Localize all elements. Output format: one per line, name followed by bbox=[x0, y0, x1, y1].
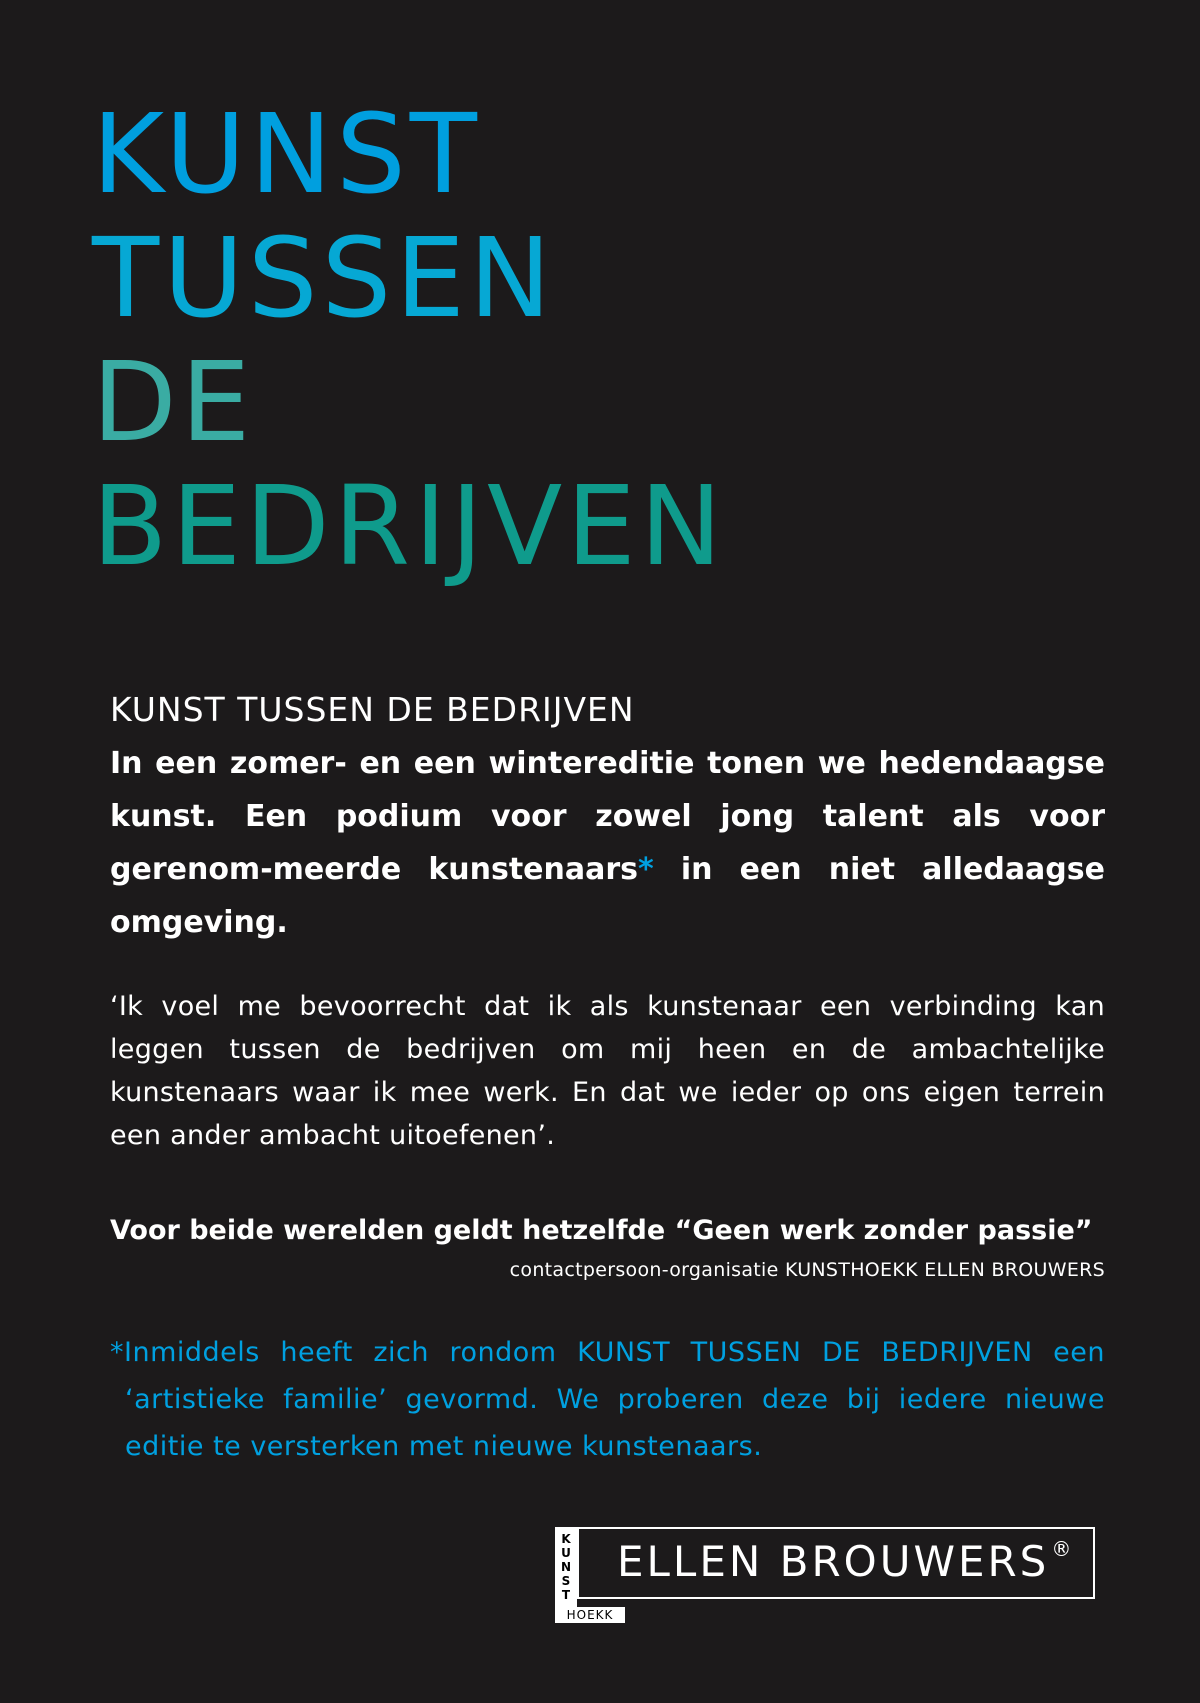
tag-letter: S bbox=[561, 1574, 571, 1588]
brand-logo bbox=[555, 1527, 1097, 1623]
tag-letter: K bbox=[561, 1532, 571, 1546]
hero-line-2: TUSSEN bbox=[92, 214, 556, 342]
logo-frame bbox=[577, 1527, 1095, 1599]
tag-letter: T bbox=[561, 1588, 571, 1602]
intro-paragraph bbox=[110, 737, 1105, 949]
intro-text-end: in een niet alledaagse omgeving. bbox=[110, 852, 1105, 940]
contact-line: contactpersoon-organisatie KUNSTHOEKK ELLEN BROUWERS bbox=[509, 1259, 1105, 1281]
hero-line-1: KUNST bbox=[92, 90, 481, 218]
main-content bbox=[110, 690, 1105, 1470]
tag-letter: U bbox=[561, 1546, 571, 1560]
logo-wordmark bbox=[617, 1537, 1074, 1586]
hoekk-horizontal-tag: HOEKK bbox=[555, 1607, 625, 1623]
logo-name-text: ELLEN BROUWERS bbox=[617, 1537, 1050, 1586]
footnote-marker: * bbox=[638, 852, 654, 887]
motto: Voor beide werelden geldt hetzelfde “Geen werk zonder passie” bbox=[110, 1215, 1093, 1246]
artist-quote: ‘Ik voel me bevoorrecht dat ik als kunstenaar een verbinding kan leggen tussen de bedrijven om mij heen en de ambachtelijke kunstenaars waar ik mee werk. En dat we ieder op ons eigen terrein een ander ambacht uitoefenen’. bbox=[110, 991, 1105, 1151]
registered-mark: ® bbox=[1051, 1537, 1075, 1561]
intro-text: In een zomer- en een wintereditie tonen we hedendaagse kunst. Een podium voor zowel jong talent als voor gerenom-meerde kunstenaars bbox=[110, 746, 1105, 887]
footnote: *Inmiddels heeft zich rondom KUNST TUSSEN DE BEDRIJVEN een ‘artistieke familie’ gevormd. We proberen deze bij iedere nieuwe editie te versterken met nieuwe kunstenaars. bbox=[110, 1337, 1105, 1462]
hero-line-3: DE bbox=[92, 338, 255, 466]
hero-title bbox=[92, 92, 726, 588]
tag-letter: N bbox=[560, 1560, 572, 1574]
kunsthoekk-tag bbox=[555, 1527, 625, 1623]
kunst-vertical-tag bbox=[555, 1527, 577, 1607]
hero-line-4: BEDRIJVEN bbox=[92, 462, 727, 590]
section-title: KUNST TUSSEN DE BEDRIJVEN bbox=[110, 690, 635, 729]
